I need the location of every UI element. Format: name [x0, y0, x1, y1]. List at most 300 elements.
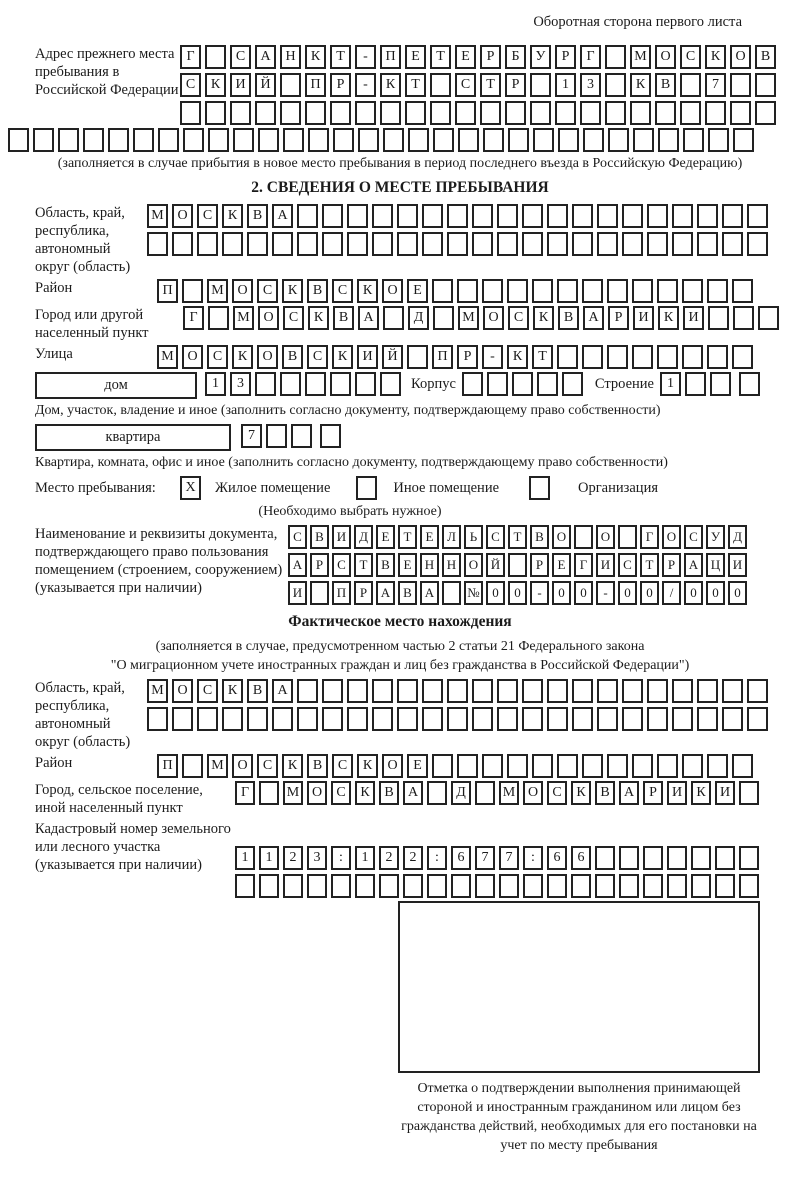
char-cell: К [355, 781, 375, 805]
char-cell: С [197, 204, 218, 228]
doc-right-row-1 [288, 525, 747, 549]
char-cell [447, 707, 468, 731]
char-cell [205, 45, 226, 69]
char-cell [451, 874, 471, 898]
char-cell: У [706, 525, 725, 549]
char-cell [197, 232, 218, 256]
char-cell: М [147, 679, 168, 703]
char-cell: И [596, 553, 615, 577]
char-cell [58, 128, 79, 152]
char-cell [667, 874, 687, 898]
doc-right-block [35, 525, 800, 605]
char-cell [647, 679, 668, 703]
char-cell [310, 581, 329, 605]
char-cell [522, 232, 543, 256]
street-block [35, 345, 800, 369]
char-cell: М [233, 306, 254, 330]
flat-cells [241, 424, 312, 448]
doc-right-row-3 [288, 581, 747, 605]
oblast-cell-rows [147, 204, 768, 256]
actual-oblast-cell-rows [147, 679, 768, 731]
confirmation-stamp-caption: Отметка о подтверждении выполнения принимающей стороной и иностранным гражданином или лицом без гражданства действий, необходимых для его постановки на учет по месту пребывания [401, 1081, 757, 1153]
char-cell [182, 754, 203, 778]
char-cell: 0 [728, 581, 747, 605]
prev-address-row-3 [180, 101, 776, 125]
char-cell [647, 232, 668, 256]
char-cell: К [282, 754, 303, 778]
char-cell: М [499, 781, 519, 805]
char-cell: Г [574, 553, 593, 577]
char-cell [547, 874, 567, 898]
char-cell: О [232, 279, 253, 303]
char-cell [427, 874, 447, 898]
char-cell [472, 707, 493, 731]
char-cell: С [680, 45, 701, 69]
char-cell [739, 781, 759, 805]
char-cell: С [230, 45, 251, 69]
char-cell [297, 232, 318, 256]
char-cell [347, 707, 368, 731]
char-cell: № [464, 581, 483, 605]
char-cell [632, 345, 653, 369]
char-cell: Р [643, 781, 663, 805]
korpus-label: Корпус [411, 376, 456, 392]
char-cell [307, 874, 327, 898]
char-cell [475, 874, 495, 898]
char-cell [355, 372, 376, 396]
char-cell [715, 874, 735, 898]
char-cell: О [655, 45, 676, 69]
char-cell: 0 [508, 581, 527, 605]
char-cell [505, 101, 526, 125]
char-cell [619, 874, 639, 898]
char-cell: А [420, 581, 439, 605]
char-cell: С [508, 306, 529, 330]
char-cell [732, 279, 753, 303]
char-cell [547, 232, 568, 256]
actual-rayon-block [35, 754, 800, 778]
char-cell: С [486, 525, 505, 549]
actual-oblast-label: Область, край, республика, автономный округ (область) [35, 680, 131, 750]
char-cell [710, 372, 731, 396]
char-cell [622, 707, 643, 731]
char-cell: С [455, 73, 476, 97]
char-cell: А [684, 553, 703, 577]
char-cell: В [595, 781, 615, 805]
char-cell [355, 101, 376, 125]
char-cell: О [172, 204, 193, 228]
cadastre-label: Кадастровый номер земельного или лесного участка (указывается при наличии) [35, 821, 231, 873]
char-cell [208, 128, 229, 152]
char-cell [697, 204, 718, 228]
char-cell [708, 306, 729, 330]
prev-address-row-1 [180, 45, 776, 69]
char-cell [259, 874, 279, 898]
char-cell: А [255, 45, 276, 69]
char-cell: - [355, 45, 376, 69]
char-cell: К [705, 45, 726, 69]
char-cell [747, 707, 768, 731]
char-cell [432, 279, 453, 303]
city-cells [183, 306, 779, 330]
char-cell [607, 754, 628, 778]
char-cell [331, 874, 351, 898]
korpus-cells [462, 372, 583, 396]
char-cell: Г [180, 45, 201, 69]
char-cell [322, 707, 343, 731]
char-cell: Д [728, 525, 747, 549]
actual-location-note-2: "О миграционном учете иностранных граждан и лиц без гражданства в Российской Федерации") [110, 658, 690, 673]
char-cell [433, 128, 454, 152]
char-cell [643, 874, 663, 898]
char-cell [197, 707, 218, 731]
char-cell [680, 101, 701, 125]
char-cell: : [331, 846, 351, 870]
char-cell: С [288, 525, 307, 549]
oblast-block [35, 204, 800, 276]
flat-note: Квартира, комната, офис и иное (заполнить согласно документу, подтверждающему право собственности) [35, 455, 668, 470]
char-cell: К [357, 279, 378, 303]
char-cell: Д [451, 781, 471, 805]
char-cell: А [376, 581, 395, 605]
char-cell [8, 128, 29, 152]
char-cell: С [618, 553, 637, 577]
char-cell [482, 754, 503, 778]
char-cell [432, 754, 453, 778]
char-cell [497, 232, 518, 256]
option-other-premises-label: Иное помещение [393, 480, 500, 496]
char-cell [533, 128, 554, 152]
char-cell [730, 73, 751, 97]
char-cell [133, 128, 154, 152]
char-cell [272, 232, 293, 256]
char-cell [255, 372, 276, 396]
char-cell [672, 232, 693, 256]
char-cell: В [755, 45, 776, 69]
char-cell: Е [398, 553, 417, 577]
house-row [35, 372, 800, 399]
char-cell [707, 279, 728, 303]
char-cell: М [458, 306, 479, 330]
char-cell [272, 707, 293, 731]
char-cell: Е [420, 525, 439, 549]
char-cell [305, 372, 326, 396]
char-cell: О [232, 754, 253, 778]
char-cell [537, 372, 558, 396]
actual-city-label: Город, сельское поселение, иной населенный пункт [35, 782, 203, 816]
back-side-note: Оборотная сторона первого листа [533, 14, 742, 30]
char-cell [347, 679, 368, 703]
char-cell [691, 874, 711, 898]
char-cell [682, 754, 703, 778]
char-cell: М [283, 781, 303, 805]
char-cell [605, 45, 626, 69]
char-cell: Ц [706, 553, 725, 577]
char-cell [297, 204, 318, 228]
char-cell [283, 128, 304, 152]
prev-address-note: (заполняется в случае прибытия в новое место пребывания в период последнего въезда в Российскую Федерацию) [57, 156, 743, 171]
house-note: Дом, участок, владение и иное (заполнить согласно документу, подтверждающему право собственности) [35, 403, 661, 418]
char-cell [582, 754, 603, 778]
char-cell [507, 279, 528, 303]
char-cell [383, 128, 404, 152]
char-cell [433, 306, 454, 330]
char-cell: О [182, 345, 203, 369]
char-cell: К [305, 45, 326, 69]
char-cell: 0 [684, 581, 703, 605]
char-cell [657, 345, 678, 369]
prev-address-label: Адрес прежнего места пребывания в Российской Федерации [35, 46, 179, 98]
char-cell [722, 707, 743, 731]
char-cell [255, 101, 276, 125]
char-cell: В [307, 754, 328, 778]
char-cell [322, 204, 343, 228]
char-cell [405, 101, 426, 125]
char-cell: Т [532, 345, 553, 369]
char-cell: - [482, 345, 503, 369]
char-cell [380, 372, 401, 396]
char-cell [532, 279, 553, 303]
char-cell: 7 [475, 846, 495, 870]
char-cell: М [207, 279, 228, 303]
char-cell: Е [455, 45, 476, 69]
char-cell [247, 232, 268, 256]
char-cell [108, 128, 129, 152]
char-cell: И [230, 73, 251, 97]
char-cell [427, 781, 447, 805]
prev-address-full-row-cells [8, 128, 754, 152]
char-cell: К [222, 204, 243, 228]
cadastre-block [35, 820, 800, 898]
char-cell [330, 372, 351, 396]
char-cell [208, 306, 229, 330]
char-cell [705, 101, 726, 125]
char-cell: С [331, 781, 351, 805]
char-cell [407, 345, 428, 369]
option-organization-label: Организация [578, 480, 658, 496]
char-cell [447, 204, 468, 228]
char-cell: Р [505, 73, 526, 97]
char-cell: П [332, 581, 351, 605]
char-cell: В [282, 345, 303, 369]
char-cell: Р [310, 553, 329, 577]
char-cell [497, 679, 518, 703]
city-block [35, 306, 800, 342]
char-cell [230, 101, 251, 125]
char-cell: О [257, 345, 278, 369]
char-cell: Е [376, 525, 395, 549]
char-cell: 0 [640, 581, 659, 605]
char-cell [182, 279, 203, 303]
char-cell [658, 128, 679, 152]
char-cell: 1 [555, 73, 576, 97]
char-cell: К [630, 73, 651, 97]
doc-right-label: Наименование и реквизиты документа, подтверждающего право пользования помещением (строением, сооружением) (указывается при наличии) [35, 526, 283, 596]
char-cell: И [633, 306, 654, 330]
char-cell [597, 679, 618, 703]
char-cell [320, 424, 341, 448]
char-cell: Й [486, 553, 505, 577]
char-cell: А [272, 204, 293, 228]
actual-oblast-row-1 [147, 679, 768, 703]
char-cell [572, 204, 593, 228]
char-cell: Е [407, 754, 428, 778]
char-cell [222, 232, 243, 256]
char-cell: К [332, 345, 353, 369]
flat-row [35, 424, 800, 451]
char-cell: И [683, 306, 704, 330]
char-cell [532, 754, 553, 778]
char-cell [422, 204, 443, 228]
flat-box-label: квартира [35, 424, 231, 451]
char-cell [682, 345, 703, 369]
char-cell [730, 101, 751, 125]
char-cell: О [172, 679, 193, 703]
char-cell: Т [330, 45, 351, 69]
char-cell [422, 232, 443, 256]
char-cell [732, 754, 753, 778]
char-cell [697, 679, 718, 703]
char-cell [447, 679, 468, 703]
char-cell: Р [354, 581, 373, 605]
char-cell: С [257, 279, 278, 303]
char-cell: Г [235, 781, 255, 805]
char-cell: К [357, 754, 378, 778]
char-cell [497, 204, 518, 228]
char-cell: 7 [241, 424, 262, 448]
char-cell: Е [552, 553, 571, 577]
char-cell [632, 279, 653, 303]
char-cell: О [483, 306, 504, 330]
char-cell [558, 128, 579, 152]
char-cell: В [398, 581, 417, 605]
char-cell [83, 128, 104, 152]
char-cell [739, 372, 760, 396]
prev-address-row-4 [8, 128, 800, 152]
char-cell [707, 345, 728, 369]
char-cell: М [147, 204, 168, 228]
actual-rayon-cells [157, 754, 753, 778]
char-cell: А [288, 553, 307, 577]
char-cell [472, 232, 493, 256]
char-cell [607, 345, 628, 369]
cadastre-row-1 [235, 846, 759, 870]
oblast-row-2 [147, 232, 768, 256]
char-cell [547, 707, 568, 731]
char-cell: К [507, 345, 528, 369]
char-cell: Й [382, 345, 403, 369]
actual-city-block [35, 781, 800, 817]
char-cell [475, 781, 495, 805]
char-cell [522, 679, 543, 703]
char-cell: И [357, 345, 378, 369]
char-cell [562, 372, 583, 396]
char-cell: О [596, 525, 615, 549]
char-cell [572, 232, 593, 256]
char-cell [33, 128, 54, 152]
char-cell: И [332, 525, 351, 549]
char-cell [557, 754, 578, 778]
char-cell: П [157, 754, 178, 778]
char-cell: М [157, 345, 178, 369]
char-cell: 1 [660, 372, 681, 396]
doc-right-cell-rows [288, 525, 747, 605]
char-cell [522, 204, 543, 228]
char-cell: М [207, 754, 228, 778]
char-cell [266, 424, 287, 448]
city-label: Город или другой населенный пункт [35, 307, 149, 341]
char-cell: П [305, 73, 326, 97]
stay-type-note: (Необходимо выбрать нужное) [258, 504, 442, 519]
char-cell: В [247, 204, 268, 228]
char-cell: - [530, 581, 549, 605]
char-cell [722, 232, 743, 256]
char-cell [680, 73, 701, 97]
char-cell [258, 128, 279, 152]
char-cell [291, 424, 312, 448]
char-cell [322, 679, 343, 703]
char-cell: А [403, 781, 423, 805]
char-cell [530, 73, 551, 97]
doc-right-row-2 [288, 553, 747, 577]
char-cell [499, 874, 519, 898]
char-cell: Г [183, 306, 204, 330]
char-cell: Р [530, 553, 549, 577]
street-cells [157, 345, 753, 369]
char-cell: С [684, 525, 703, 549]
street-label: Улица [35, 346, 73, 362]
char-cell [333, 128, 354, 152]
char-cell [667, 846, 687, 870]
char-cell [758, 306, 779, 330]
char-cell [442, 581, 461, 605]
char-cell: Р [330, 73, 351, 97]
char-cell [747, 232, 768, 256]
char-cell [722, 679, 743, 703]
char-cell [233, 128, 254, 152]
char-cell [733, 128, 754, 152]
char-cell: В [530, 525, 549, 549]
char-cell: А [272, 679, 293, 703]
char-cell: : [427, 846, 447, 870]
char-cell: 1 [235, 846, 255, 870]
char-cell: 3 [580, 73, 601, 97]
char-cell [572, 707, 593, 731]
char-cell: О [382, 754, 403, 778]
char-cell: С [332, 754, 353, 778]
stay-type-label: Место пребывания: [35, 480, 156, 496]
char-cell [708, 128, 729, 152]
char-cell [305, 101, 326, 125]
confirmation-stamp-box [398, 901, 760, 1073]
char-cell [259, 781, 279, 805]
char-cell [430, 101, 451, 125]
char-cell [322, 232, 343, 256]
char-cell: Д [408, 306, 429, 330]
char-cell: Е [407, 279, 428, 303]
char-cell [383, 306, 404, 330]
char-cell: О [258, 306, 279, 330]
char-cell [643, 846, 663, 870]
char-cell: С [332, 279, 353, 303]
char-cell: О [382, 279, 403, 303]
char-cell [297, 707, 318, 731]
char-cell [755, 101, 776, 125]
rayon-label: Район [35, 280, 73, 296]
char-cell: П [380, 45, 401, 69]
char-cell: К [571, 781, 591, 805]
char-cell [358, 128, 379, 152]
